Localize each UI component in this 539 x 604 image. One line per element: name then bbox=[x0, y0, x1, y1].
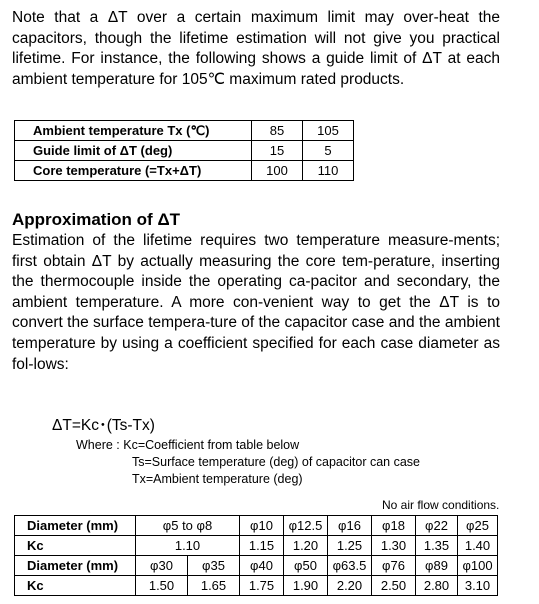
table-cell: 85 bbox=[252, 121, 303, 141]
table-cell: φ10 bbox=[240, 516, 284, 536]
table-row bbox=[15, 556, 498, 576]
table-row bbox=[15, 516, 498, 536]
table-cell: φ16 bbox=[328, 516, 372, 536]
table-cell: 1.65 bbox=[188, 576, 240, 596]
row-header: Kc bbox=[15, 576, 136, 596]
table-row bbox=[15, 121, 354, 141]
table-cell: φ40 bbox=[240, 556, 284, 576]
table-cell: 2.50 bbox=[372, 576, 416, 596]
intro-paragraph: Note that a ΔT over a certain maximum limit may over-heat the capacitors, though the lifetime estimation will not give you practical lifetime. For instance, the following shows a guide limit of ΔT at each ambient temperature for 105℃ maximum rated products. bbox=[12, 9, 500, 88]
table-row bbox=[15, 161, 354, 181]
table-cell: φ12.5 bbox=[284, 516, 328, 536]
table-cell: 1.25 bbox=[328, 536, 372, 556]
table-cell: φ89 bbox=[416, 556, 458, 576]
row-header: Diameter (mm) bbox=[15, 556, 136, 576]
where-label: Where : bbox=[76, 438, 124, 452]
table-cell: 100 bbox=[252, 161, 303, 181]
row-header: Diameter (mm) bbox=[15, 516, 136, 536]
table-cell: φ30 bbox=[136, 556, 188, 576]
table-cell: φ50 bbox=[284, 556, 328, 576]
table-cell: 1.50 bbox=[136, 576, 188, 596]
table-cell: 1.10 bbox=[136, 536, 240, 556]
table-cell: 1.75 bbox=[240, 576, 284, 596]
table-cell: φ35 bbox=[188, 556, 240, 576]
row-header: Ambient temperature Tx (℃) bbox=[15, 121, 252, 141]
table-cell: 110 bbox=[303, 161, 354, 181]
table-cell: 105 bbox=[303, 121, 354, 141]
guide-limit-table bbox=[14, 120, 354, 181]
legend-line bbox=[76, 437, 420, 454]
table-note: No air flow conditions. bbox=[382, 498, 500, 512]
table-cell: 3.10 bbox=[458, 576, 498, 596]
table-cell: φ63.5 bbox=[328, 556, 372, 576]
table-row bbox=[15, 141, 354, 161]
coefficient-table bbox=[14, 515, 498, 596]
row-header: Core temperature (=Tx+ΔT) bbox=[15, 161, 252, 181]
table-cell: 2.80 bbox=[416, 576, 458, 596]
row-header: Guide limit of ΔT (deg) bbox=[15, 141, 252, 161]
table-cell: 1.30 bbox=[372, 536, 416, 556]
table-cell: 1.90 bbox=[284, 576, 328, 596]
table-cell: 15 bbox=[252, 141, 303, 161]
legend-line: Ts=Surface temperature (deg) of capacitor can case bbox=[132, 455, 420, 469]
table-cell: 1.35 bbox=[416, 536, 458, 556]
legend-text: Kc=Coefficient from table below bbox=[123, 438, 300, 452]
table-cell: 1.20 bbox=[284, 536, 328, 556]
approximation-paragraph: Estimation of the lifetime requires two temperature measure-ments; first obtain ΔT by actually measuring the core tem-perature, inserting the thermocouple inside the operating ca-pacitor and secondary, the ambient temperature. A more con-venient way to get the ΔT is to convert the surface tempera-ture of the capacitor case and the ambient temperature by using a coefficient specified for each case diameter as fol-lows: bbox=[12, 232, 500, 373]
table-cell: φ22 bbox=[416, 516, 458, 536]
table-cell: 5 bbox=[303, 141, 354, 161]
table-row bbox=[15, 576, 498, 596]
formula-legend bbox=[76, 437, 420, 488]
table-cell: φ100 bbox=[458, 556, 498, 576]
table-cell: φ5 to φ8 bbox=[136, 516, 240, 536]
table-cell: φ76 bbox=[372, 556, 416, 576]
table-cell: φ25 bbox=[458, 516, 498, 536]
table-cell: 2.20 bbox=[328, 576, 372, 596]
table-cell: φ18 bbox=[372, 516, 416, 536]
table-cell: 1.15 bbox=[240, 536, 284, 556]
formula: ΔT=Kc･(Ts-Tx) bbox=[52, 417, 155, 434]
table-row bbox=[15, 536, 498, 556]
table-cell: 1.40 bbox=[458, 536, 498, 556]
row-header: Kc bbox=[15, 536, 136, 556]
legend-line: Tx=Ambient temperature (deg) bbox=[132, 472, 303, 486]
section-heading: Approximation of ΔT bbox=[12, 210, 181, 229]
